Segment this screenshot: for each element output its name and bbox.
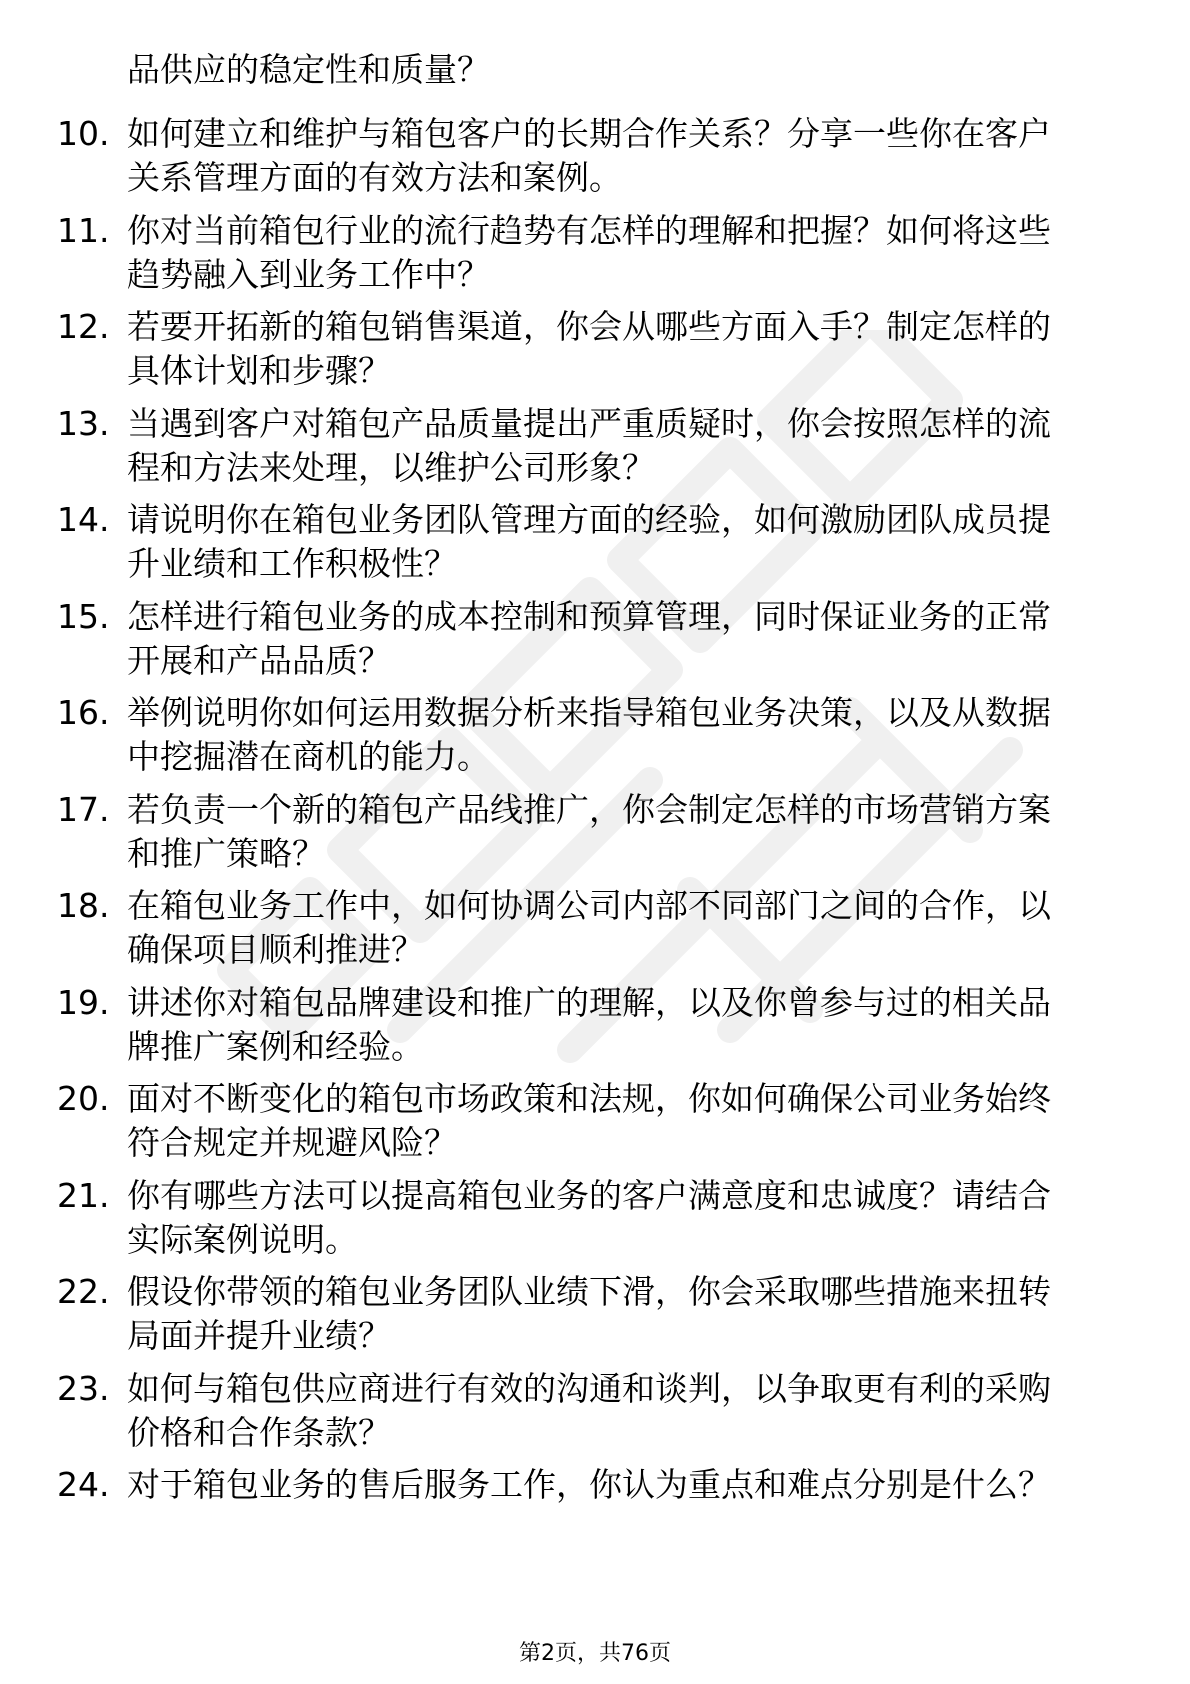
question-text	[127, 209, 1117, 297]
question-text-line: 请说明你在箱包业务团队管理方面的经验，如何激励团队成员提	[127, 500, 1051, 539]
question-item	[0, 305, 1190, 397]
question-text-line: 在箱包业务工作中，如何协调公司内部不同部门之间的合作，以	[127, 886, 1051, 925]
question-number: 22.	[57, 1272, 110, 1311]
question-item	[0, 788, 1190, 880]
question-number: 19.	[57, 983, 110, 1022]
question-text	[127, 691, 1117, 779]
question-item	[0, 209, 1190, 301]
question-text-line: 价格和合作条款？	[127, 1413, 391, 1452]
question-text-line: 假设你带领的箱包业务团队业绩下滑，你会采取哪些措施来扭转	[127, 1272, 1051, 1311]
question-text-line: 程和方法来处理，以维护公司形象？	[127, 448, 655, 487]
question-text	[127, 595, 1117, 683]
question-item	[0, 884, 1190, 976]
question-text-line: 举例说明你如何运用数据分析来指导箱包业务决策，以及从数据	[127, 693, 1051, 732]
question-text-line: 你对当前箱包行业的流行趋势有怎样的理解和把握？如何将这些	[127, 211, 1051, 250]
question-item	[0, 1367, 1190, 1459]
question-text-line: 如何与箱包供应商进行有效的沟通和谈判，以争取更有利的采购	[127, 1369, 1051, 1408]
question-item	[0, 595, 1190, 687]
question-text-line: 具体计划和步骤？	[127, 351, 391, 390]
question-text-line: 关系管理方面的有效方法和案例。	[127, 158, 622, 197]
question-item	[0, 1270, 1190, 1362]
question-text	[127, 981, 1117, 1069]
question-item	[0, 1463, 1190, 1555]
question-text-line: 你有哪些方法可以提高箱包业务的客户满意度和忠诚度？请结合	[127, 1176, 1051, 1215]
question-text	[127, 1174, 1117, 1262]
question-text	[127, 1270, 1117, 1358]
question-number: 24.	[57, 1465, 110, 1504]
question-text-line: 如何建立和维护与箱包客户的长期合作关系？分享一些你在客户	[127, 114, 1051, 153]
question-text	[127, 498, 1117, 586]
question-text-line: 中挖掘潜在商机的能力。	[127, 737, 490, 776]
question-text-line: 局面并提升业绩？	[127, 1316, 391, 1355]
continuation-line: 品供应的稳定性和质量？	[127, 50, 490, 89]
question-text-line: 当遇到客户对箱包产品质量提出严重质疑时，你会按照怎样的流	[127, 404, 1051, 443]
question-text-line: 符合规定并规避风险？	[127, 1123, 457, 1162]
question-number: 11.	[57, 211, 110, 250]
question-text	[127, 1463, 1117, 1507]
question-text-line: 趋势融入到业务工作中？	[127, 255, 490, 294]
question-number: 18.	[57, 886, 110, 925]
question-item	[0, 498, 1190, 590]
question-item	[0, 981, 1190, 1073]
question-text-line: 面对不断变化的箱包市场政策和法规，你如何确保公司业务始终	[127, 1079, 1051, 1118]
question-number: 16.	[57, 693, 110, 732]
question-text	[127, 788, 1117, 876]
question-number: 21.	[57, 1176, 110, 1215]
question-text-line: 对于箱包业务的售后服务工作，你认为重点和难点分别是什么？	[127, 1465, 1051, 1504]
page-footer: 第2页，共76页	[519, 1641, 671, 1666]
question-text-line: 牌推广案例和经验。	[127, 1027, 424, 1066]
question-text-line: 开展和产品品质？	[127, 641, 391, 680]
question-number: 12.	[57, 307, 110, 346]
question-number: 10.	[57, 114, 110, 153]
question-number: 13.	[57, 404, 110, 443]
question-number: 23.	[57, 1369, 110, 1408]
question-text	[127, 305, 1117, 393]
question-number: 14.	[57, 500, 110, 539]
question-text	[127, 1367, 1117, 1455]
question-item	[0, 112, 1190, 204]
question-text	[127, 884, 1117, 972]
question-item	[0, 1174, 1190, 1266]
question-text-line: 升业绩和工作积极性？	[127, 544, 457, 583]
question-text-line: 和推广策略？	[127, 834, 325, 873]
question-number: 17.	[57, 790, 110, 829]
question-text	[127, 402, 1117, 490]
question-text-line: 若负责一个新的箱包产品线推广，你会制定怎样的市场营销方案	[127, 790, 1051, 829]
question-text	[127, 112, 1117, 200]
question-number: 15.	[57, 597, 110, 636]
question-number: 20.	[57, 1079, 110, 1118]
question-text-line: 若要开拓新的箱包销售渠道，你会从哪些方面入手？制定怎样的	[127, 307, 1051, 346]
question-text	[127, 1077, 1117, 1165]
question-text-line: 实际案例说明。	[127, 1220, 358, 1259]
question-item	[0, 402, 1190, 494]
question-text-line: 讲述你对箱包品牌建设和推广的理解，以及你曾参与过的相关品	[127, 983, 1051, 1022]
question-item	[0, 691, 1190, 783]
question-item	[0, 1077, 1190, 1169]
question-text-line: 怎样进行箱包业务的成本控制和预算管理，同时保证业务的正常	[127, 597, 1051, 636]
question-text-line: 确保项目顺利推进？	[127, 930, 424, 969]
